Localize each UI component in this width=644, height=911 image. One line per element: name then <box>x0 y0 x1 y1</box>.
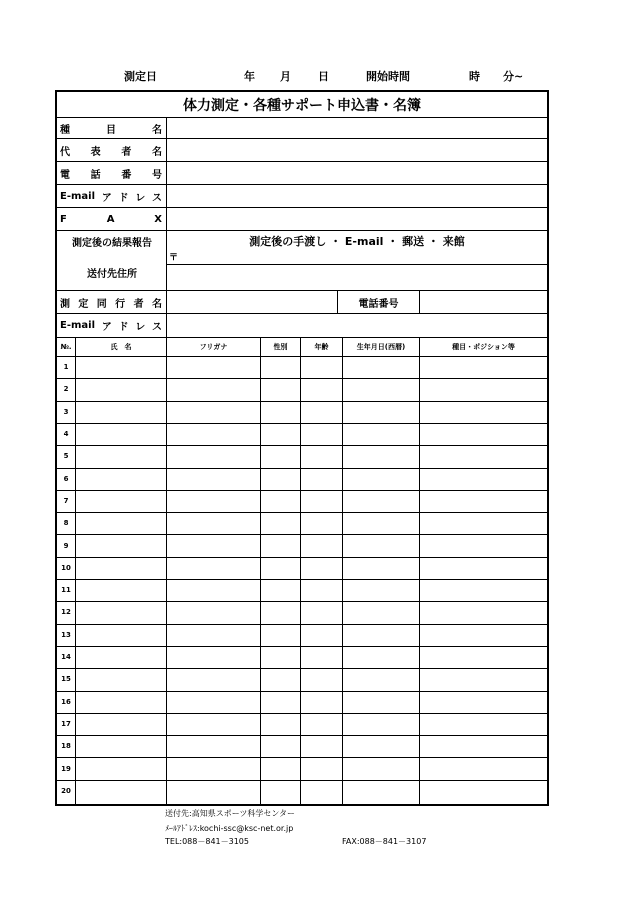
representative-name-label: 代 表 者 名 <box>60 146 162 158</box>
email-address-label: E-mail ア ド レ ス <box>60 190 162 204</box>
row-number: 12 <box>61 608 71 617</box>
mailing-address-label: 送付先住所 <box>87 268 137 280</box>
row-number: 10 <box>61 563 71 572</box>
footer-fax: FAX:088－841－3107 <box>342 837 427 846</box>
start-time-label: 開始時間 <box>366 70 410 83</box>
row-number: 7 <box>63 496 69 505</box>
col-header-sex: 性別 <box>273 343 288 351</box>
col-header-name: 氏 名 <box>110 343 132 351</box>
col-header-event-position: 種目・ポジション等 <box>452 343 515 351</box>
col-header-age: 年齢 <box>314 343 329 351</box>
year-label: 年 <box>244 70 255 83</box>
result-report-label: 測定後の結果報告 <box>72 237 152 249</box>
row-number: 2 <box>63 385 69 394</box>
row-number: 6 <box>63 474 69 483</box>
row-number: 4 <box>63 430 69 439</box>
row-number: 1 <box>63 363 69 372</box>
application-form <box>55 90 549 806</box>
postal-mark: 〒 <box>169 252 179 263</box>
phone-number-label: 電 話 番 号 <box>60 169 162 181</box>
fax-label: F A X <box>60 213 162 225</box>
companion-name-label: 測 定 同 行 者 名 <box>60 298 162 310</box>
row-number: 15 <box>61 675 71 684</box>
row-number: 5 <box>63 452 69 461</box>
companion-email-label: E-mail ア ド レ ス <box>60 320 162 333</box>
companion-phone-label: 電話番号 <box>358 298 399 310</box>
row-number: 16 <box>61 697 71 706</box>
measurement-date-label: 測定日 <box>124 70 157 83</box>
hour-label: 時 <box>469 70 480 83</box>
footer-tel: TEL:088－841－3105 <box>165 837 249 846</box>
day-label: 日 <box>318 70 329 83</box>
form-title: 体力測定・各種サポート申込書・名簿 <box>183 98 421 114</box>
row-number: 13 <box>61 630 71 639</box>
row-number: 18 <box>61 742 71 751</box>
row-number: 11 <box>61 586 71 595</box>
row-number: 8 <box>63 519 69 528</box>
row-number: 9 <box>63 541 69 550</box>
minute-label: 分~ <box>503 70 524 83</box>
row-number: 3 <box>63 407 69 416</box>
row-number: 20 <box>61 786 71 795</box>
row-number: 19 <box>61 764 71 773</box>
footer-send-to: 送付先:高知県スポーツ科学センター <box>165 809 296 818</box>
footer-email: ﾒｰﾙｱﾄﾞﾚｽ:kochi-ssc@ksc-net.or.jp <box>165 824 294 833</box>
row-number: 14 <box>61 653 71 662</box>
row-number: 17 <box>61 719 71 728</box>
col-header-furigana: フリガナ <box>199 343 228 351</box>
event-name-label: 種 目 名 <box>60 124 162 136</box>
col-header-no: №. <box>60 343 72 351</box>
month-label: 月 <box>280 70 291 83</box>
result-report-options[interactable]: 測定後の手渡し ・ E-mail ・ 郵送 ・ 来館 <box>249 235 465 248</box>
col-header-birthdate: 生年月日(西暦) <box>356 343 406 351</box>
